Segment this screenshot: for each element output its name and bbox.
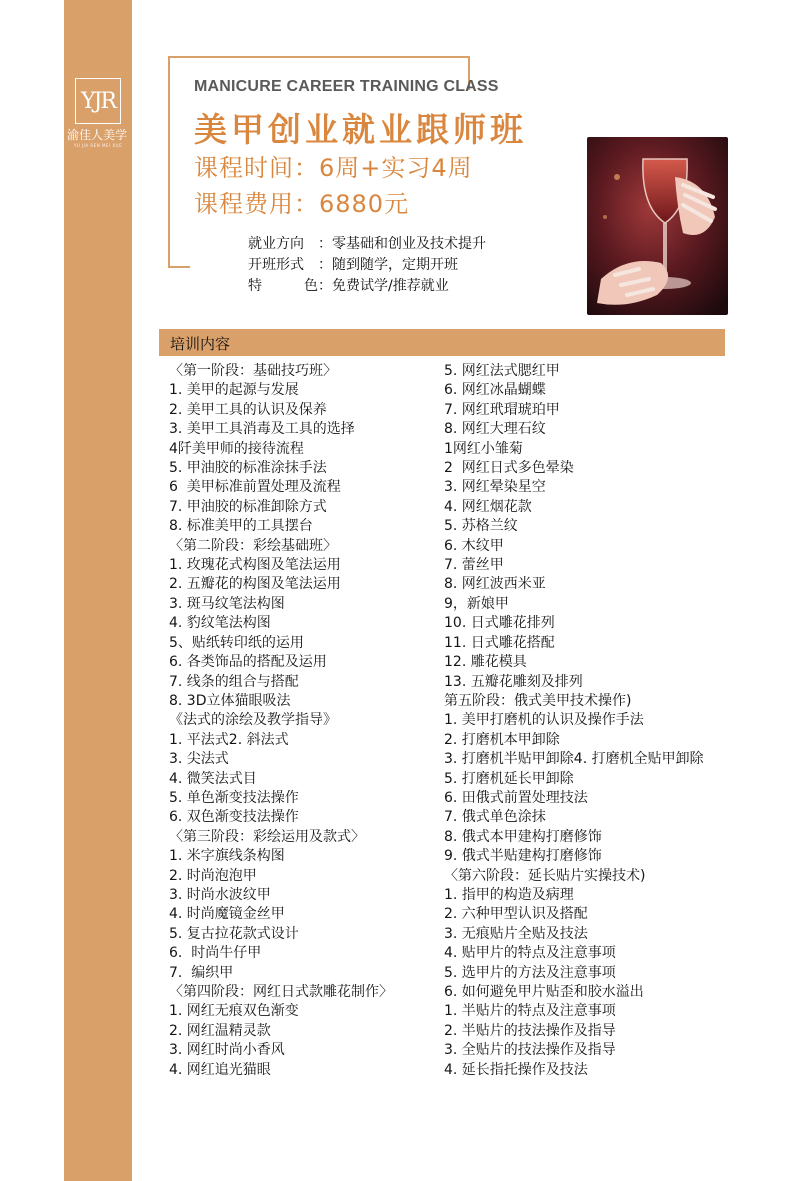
content-item: 5. 复古拉花款式设计: [169, 925, 299, 942]
content-item: 〈第四阶段：网红日式款雕花制作〉: [169, 984, 393, 1000]
content-item: 5. 苏格兰纹: [444, 518, 518, 535]
content-item: 8. 俄式本甲建构打磨修饰: [444, 828, 602, 845]
content-item: 5. 打磨机延长甲卸除: [444, 770, 574, 787]
content-item: 8. 标准美甲的工具摆台: [169, 518, 313, 535]
content-item: 11. 日式雕花搭配: [444, 634, 555, 651]
content-item: 4. 网红追光猫眼: [169, 1061, 271, 1078]
content-item: 1. 美甲的起源与发展: [169, 382, 299, 399]
nail-photo: [587, 137, 728, 315]
content-item: 2. 六种甲型认识及搭配: [444, 906, 588, 923]
content-item: 7. 俄式单色涂抹: [444, 809, 546, 826]
section-title: 培训内容: [170, 335, 231, 353]
course-info: [248, 234, 486, 297]
content-item: 4. 微笑法式目: [169, 770, 257, 787]
content-item: 〈第六阶段：延长贴片实操技术): [444, 867, 646, 884]
content-item: 7. 蕾丝甲: [444, 557, 504, 574]
content-item: 6. 田俄式前置处理技法: [444, 789, 588, 806]
content-item: 9，新娘甲: [444, 595, 509, 612]
content-item: 9. 俄式半贴建构打磨修饰: [444, 848, 602, 865]
content-left-column: [169, 362, 437, 1080]
content-item: 3. 尖法式: [169, 751, 229, 768]
content-item: 7. 网红玳瑁琥珀甲: [444, 401, 560, 418]
logo-mark: YJR: [75, 78, 121, 124]
content-item: 5. 网红法式腮红甲: [444, 363, 560, 379]
content-item: 5. 甲油胶的标准涂抹手法: [169, 460, 327, 477]
content-item: 2 网红日式多色晕染: [444, 460, 574, 477]
content-item: 3. 网红晕染星空: [444, 479, 546, 496]
content-right-column: [444, 362, 744, 1080]
content-item: 1. 美甲打磨机的认识及操作手法: [444, 712, 644, 729]
content-item: 1网红小雏菊: [444, 440, 523, 457]
content-item: 3. 网红时尚小香风: [169, 1042, 285, 1059]
content-item: 3. 打磨机半贴甲卸除4. 打磨机全贴甲卸除: [444, 751, 704, 768]
content-item: 6. 时尚牛仔甲: [169, 945, 262, 962]
frame-line-left: [168, 56, 170, 268]
info-value: 免费试学/推荐就业: [332, 278, 449, 294]
info-value: 随到随学，定期开班: [332, 257, 458, 273]
content-item: 2. 时尚泡泡甲: [169, 867, 257, 884]
content-item: 6. 网红冰晶蝴蝶: [444, 382, 546, 399]
content-item: 〈第二阶段：彩绘基础班〉: [169, 537, 337, 554]
info-row-direction: 就业方向 ： 零基础和创业及技术提升: [248, 234, 486, 255]
content-item: 8. 3D立体猫眼吸法: [169, 692, 291, 709]
content-item: 4阡美甲师的接待流程: [169, 440, 304, 457]
brand-logo: [64, 78, 132, 148]
content-item: 10. 日式雕花排列: [444, 615, 555, 632]
course-fee: 课程费用：6880元: [194, 190, 410, 218]
content-item: 2. 美甲工具的认识及保养: [169, 401, 327, 418]
info-value: 零基础和创业及技术提升: [332, 236, 486, 252]
content-item: 《法式的涂绘及教学指导》: [169, 712, 337, 729]
info-key: 就业方向: [248, 236, 304, 252]
content-item: 1. 米字旗线条构图: [169, 848, 285, 865]
course-time: 课程时间：6周+实习4周: [194, 154, 473, 182]
info-row-format: 开班形式 ： 随到随学，定期开班: [248, 255, 486, 276]
content-item: 13. 五瓣花雕刻及排列: [444, 673, 583, 690]
english-title: MANICURE CAREER TRAINING CLASS: [194, 78, 499, 95]
content-item: 〈第三阶段：彩绘运用及款式〉: [169, 828, 365, 845]
content-item: 6. 双色渐变技法操作: [169, 809, 299, 826]
content-item: 〈第一阶段：基础技巧班〉: [169, 363, 337, 379]
content-item: 6. 各类饰品的搭配及运用: [169, 654, 327, 671]
content-item: 第五阶段：俄式美甲技术操作): [444, 692, 632, 709]
content-item: 7. 甲油胶的标准卸除方式: [169, 498, 327, 515]
info-key: 开班形式: [248, 257, 304, 273]
content-item: 7. 编织甲: [169, 964, 234, 981]
side-band: [64, 0, 132, 1181]
content-item: 5. 选甲片的方法及注意事项: [444, 964, 616, 981]
content-item: 3. 无痕贴片全贴及技法: [444, 925, 588, 942]
content-item: 12. 雕花模具: [444, 654, 527, 671]
content-item: 5、贴纸转印纸的运用: [169, 634, 304, 651]
info-row-feature: 特 色 ： 免费试学/推荐就业: [248, 276, 486, 297]
content-item: 2. 五瓣花的构图及笔法运用: [169, 576, 341, 593]
content-item: 5. 单色渐变技法操作: [169, 789, 299, 806]
content-item: 4. 延长指托操作及技法: [444, 1061, 588, 1078]
content-item: 6 美甲标准前置处理及流程: [169, 479, 341, 496]
section-header-bar: [159, 329, 725, 356]
content-item: 3. 全贴片的技法操作及指导: [444, 1042, 616, 1059]
content-item: 1. 网红无痕双色渐变: [169, 1003, 299, 1020]
frame-line-top: [168, 56, 470, 58]
content-item: 4. 豹纹笔法构图: [169, 615, 271, 632]
content-item: 4. 时尚魔镜金丝甲: [169, 906, 285, 923]
content-item: 4. 贴甲片的特点及注意事项: [444, 945, 616, 962]
content-item: 1. 半贴片的特点及注意事项: [444, 1003, 616, 1020]
content-item: 8. 网红大理石纹: [444, 421, 546, 438]
content-item: 3. 美甲工具消毒及工具的选择: [169, 421, 355, 438]
content-item: 1. 玫瑰花式构图及笔法运用: [169, 557, 341, 574]
content-item: 6. 如何避免甲片贴歪和胶水溢出: [444, 984, 644, 1000]
content-item: 1. 平法式2. 斜法式: [169, 731, 289, 748]
brand-subtitle: YU JIA REN MEI XUE: [73, 143, 123, 148]
content-item: 2. 打磨机本甲卸除: [444, 731, 560, 748]
content-item: 7. 线条的组合与搭配: [169, 673, 299, 690]
content-item: 1. 指甲的构造及病理: [444, 886, 574, 903]
content-item: 3. 斑马纹笔法构图: [169, 595, 285, 612]
content-item: 4. 网红烟花款: [444, 498, 532, 515]
page-title: 美甲创业就业跟师班: [194, 110, 527, 149]
brand-name: 渝佳人美学: [66, 128, 127, 142]
info-key: 特 色: [248, 278, 318, 294]
content-item: 3. 时尚水波纹甲: [169, 886, 271, 903]
content-item: 2. 网红温精灵款: [169, 1022, 271, 1039]
content-item: 6. 木纹甲: [444, 537, 504, 554]
content-item: 8. 网红波西米亚: [444, 576, 546, 593]
frame-line-bottom: [168, 266, 190, 268]
content-item: 2. 半贴片的技法操作及指导: [444, 1022, 616, 1039]
